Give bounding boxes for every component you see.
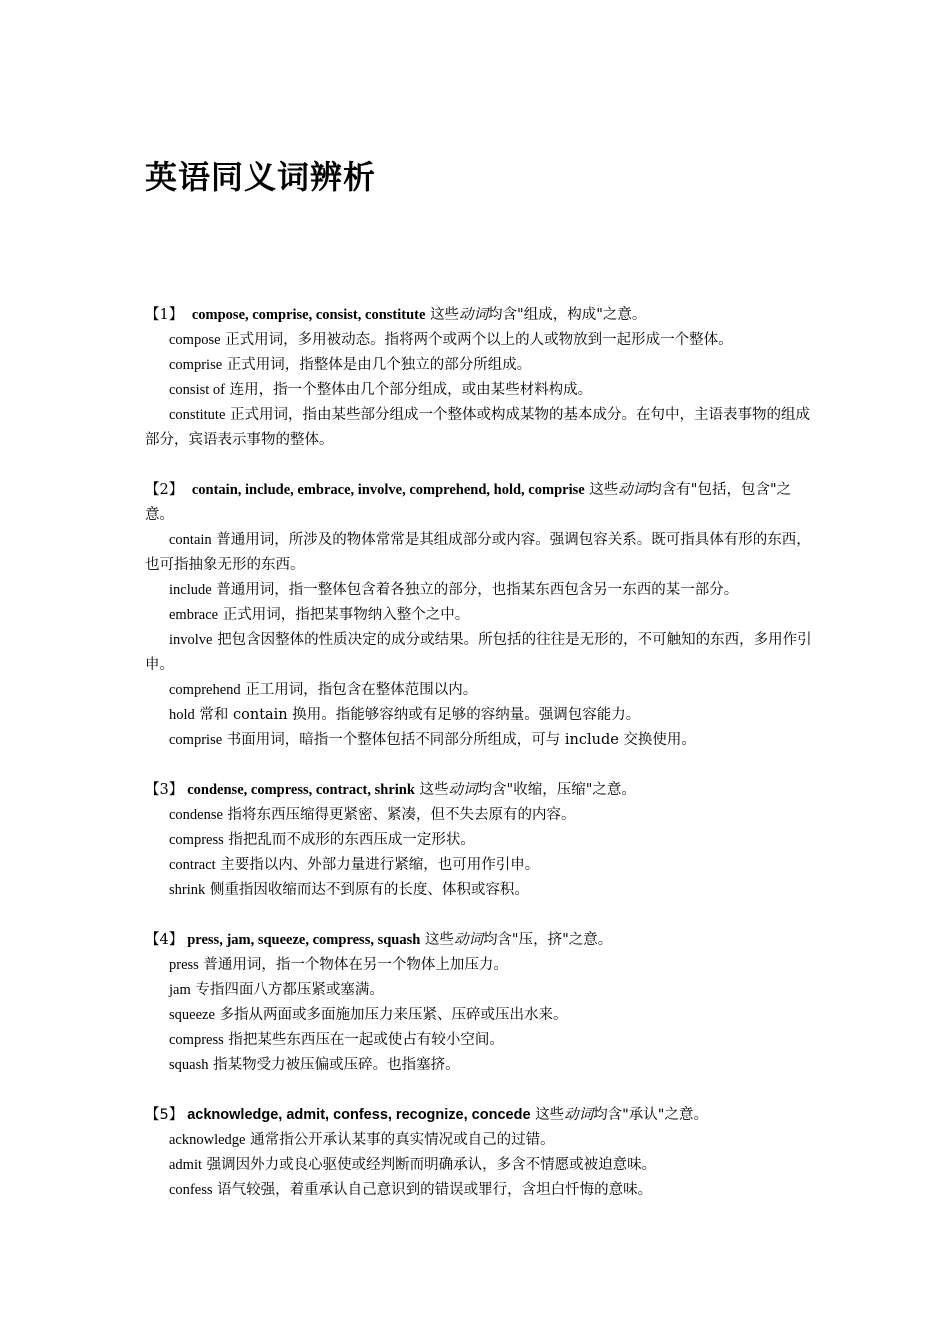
definition-item xyxy=(145,328,813,353)
section-meaning: 均含有"包括，包含"之意。 xyxy=(145,482,792,523)
section-number: 【4】 xyxy=(145,932,184,948)
definition-word: confess xyxy=(169,1182,213,1198)
section-intro: 这些 xyxy=(414,782,449,798)
definition-item xyxy=(145,1128,813,1153)
definition-word: compress xyxy=(169,832,224,848)
definition-item xyxy=(145,578,813,603)
section-intro: 这些 xyxy=(420,932,454,948)
definition-item xyxy=(145,603,813,628)
definition-item xyxy=(145,1003,813,1028)
part-of-speech: 动词 xyxy=(564,1107,594,1123)
definition-item xyxy=(145,878,813,903)
definition-text: 专指四面八方都压紧或塞满。 xyxy=(190,982,384,998)
synonym-section-3 xyxy=(145,778,813,903)
definition-word: shrink xyxy=(169,882,206,898)
definition-text: 书面用词，暗指一个整体包括不同部分所组成，可与 include 交换使用。 xyxy=(222,732,696,748)
definition-text: 指某物受力被压偏或压碎。也指塞挤。 xyxy=(208,1057,460,1073)
definition-text: 正式用词，指把某事物纳入整个之中。 xyxy=(218,607,470,623)
definition-word: comprise xyxy=(169,732,223,748)
synonym-section-5 xyxy=(145,1103,813,1203)
definition-item xyxy=(145,1053,813,1078)
definition-text: 指将东西压缩得更紧密、紧凑，但不失去原有的内容。 xyxy=(222,807,576,823)
definition-word: admit xyxy=(169,1157,203,1173)
section-intro: 这些 xyxy=(530,1107,565,1123)
definition-text: 把包含因整体的性质决定的成分或结果。所包括的往往是无形的，不可触知的东西，多用作引申。 xyxy=(145,632,812,673)
definition-text: 正式用词，多用被动态。指将两个或两个以上的人或物放到一起形成一个整体。 xyxy=(220,332,733,348)
definition-item xyxy=(145,803,813,828)
section-heading xyxy=(145,928,813,953)
section-words: press, jam, squeeze, compress, squash xyxy=(187,932,421,948)
definition-text: 正工用词，指包含在整体范围以内。 xyxy=(240,682,478,698)
definition-text: 常和 contain 换用。指能够容纳或有足够的容纳量。强调包容能力。 xyxy=(194,707,641,723)
definition-word: contract xyxy=(169,857,216,873)
definition-word: contain xyxy=(169,532,212,548)
definition-text: 普通用词，指一整体包含着各独立的部分，也指某东西包含另一东西的某一部分。 xyxy=(211,582,739,598)
definition-word: compress xyxy=(169,1032,224,1048)
definition-item xyxy=(145,628,813,678)
definition-item xyxy=(145,378,813,403)
definition-item xyxy=(145,703,813,728)
definition-item xyxy=(145,528,813,578)
part-of-speech: 动词 xyxy=(453,932,483,948)
definition-word: constitute xyxy=(169,407,226,423)
section-words: contain, include, embrace, involve, comprehend, hold, comprise xyxy=(191,482,585,498)
section-meaning: 均含"组成，构成"之意。 xyxy=(488,307,647,323)
section-meaning: 均含"收缩，压缩"之意。 xyxy=(477,782,636,798)
section-words: acknowledge, admit, confess, recognize, concede xyxy=(187,1107,531,1123)
section-heading xyxy=(145,1103,813,1128)
definition-text: 通常指公开承认某事的真实情况或自己的过错。 xyxy=(245,1132,555,1148)
definition-text: 正式用词，指由某些部分组成一个整体或构成某物的基本成分。在句中，主语表事物的组成部分，宾语表示事物的整体。 xyxy=(145,407,810,448)
definition-text: 主要指以内、外部力量进行紧缩，也可用作引申。 xyxy=(215,857,540,873)
definition-word: condense xyxy=(169,807,223,823)
section-words: condense, compress, contract, shrink xyxy=(187,782,415,798)
definition-word: include xyxy=(169,582,212,598)
definition-text: 强调因外力或良心驱使或经判断而明确承认，多含不情愿或被迫意味。 xyxy=(202,1157,657,1173)
synonym-section-2 xyxy=(145,478,813,753)
definition-text: 普通用词，所涉及的物体常常是其组成部分或内容。强调包容关系。既可指具体有形的东西，也可指抽象无形的东西。 xyxy=(145,532,811,573)
document-title: 英语同义词辨析 xyxy=(145,158,377,196)
section-meaning: 均含"承认"之意。 xyxy=(593,1107,708,1123)
definition-text: 语气较强，着重承认自己意识到的错误或罪行，含坦白忏悔的意味。 xyxy=(212,1182,653,1198)
definition-text: 普通用词，指一个物体在另一个物体上加压力。 xyxy=(198,957,508,973)
synonym-section-4 xyxy=(145,928,813,1078)
section-meaning: 均含"压，挤"之意。 xyxy=(482,932,613,948)
definition-text: 正式用词，指整体是由几个独立的部分所组成。 xyxy=(222,357,532,373)
part-of-speech: 动词 xyxy=(448,782,478,798)
definition-word: squeeze xyxy=(169,1007,215,1023)
definition-word: jam xyxy=(169,982,191,998)
definition-word: involve xyxy=(169,632,213,648)
definition-word: consist of xyxy=(169,382,225,398)
section-number: 【3】 xyxy=(145,782,184,798)
definition-word: comprehend xyxy=(169,682,241,698)
definition-word: comprise xyxy=(169,357,223,373)
document-body xyxy=(145,303,813,1228)
definition-word: squash xyxy=(169,1057,209,1073)
part-of-speech: 动词 xyxy=(618,482,648,498)
section-intro: 这些 xyxy=(425,307,460,323)
definition-word: press xyxy=(169,957,199,973)
definition-word: acknowledge xyxy=(169,1132,246,1148)
synonym-section-1 xyxy=(145,303,813,453)
section-heading xyxy=(145,778,813,803)
definition-item xyxy=(145,853,813,878)
definition-item xyxy=(145,728,813,753)
definition-item xyxy=(145,1178,813,1203)
definition-item xyxy=(145,1153,813,1178)
definition-item xyxy=(145,403,813,453)
definition-word: embrace xyxy=(169,607,219,623)
section-number: 【5】 xyxy=(145,1107,184,1123)
definition-item xyxy=(145,1028,813,1053)
definition-word: hold xyxy=(169,707,195,723)
section-heading xyxy=(145,478,813,528)
definition-word: compose xyxy=(169,332,221,348)
definition-item xyxy=(145,353,813,378)
definition-text: 指把某些东西压在一起或使占有较小空间。 xyxy=(223,1032,504,1048)
section-number: 【2】 xyxy=(145,482,184,498)
definition-item xyxy=(145,953,813,978)
section-words: compose, comprise, consist, constitute xyxy=(191,307,426,323)
section-heading xyxy=(145,303,813,328)
definition-text: 侧重指因收缩而达不到原有的长度、体积或容积。 xyxy=(205,882,529,898)
definition-item xyxy=(145,978,813,1003)
definition-text: 连用，指一个整体由几个部分组成，或由某些材料构成。 xyxy=(224,382,593,398)
definition-text: 指把乱而不成形的东西压成一定形状。 xyxy=(223,832,475,848)
definition-item xyxy=(145,678,813,703)
section-intro: 这些 xyxy=(584,482,619,498)
definition-item xyxy=(145,828,813,853)
definition-text: 多指从两面或多面施加压力来压紧、压碎或压出水来。 xyxy=(214,1007,568,1023)
part-of-speech: 动词 xyxy=(459,307,489,323)
section-number: 【1】 xyxy=(145,307,184,323)
